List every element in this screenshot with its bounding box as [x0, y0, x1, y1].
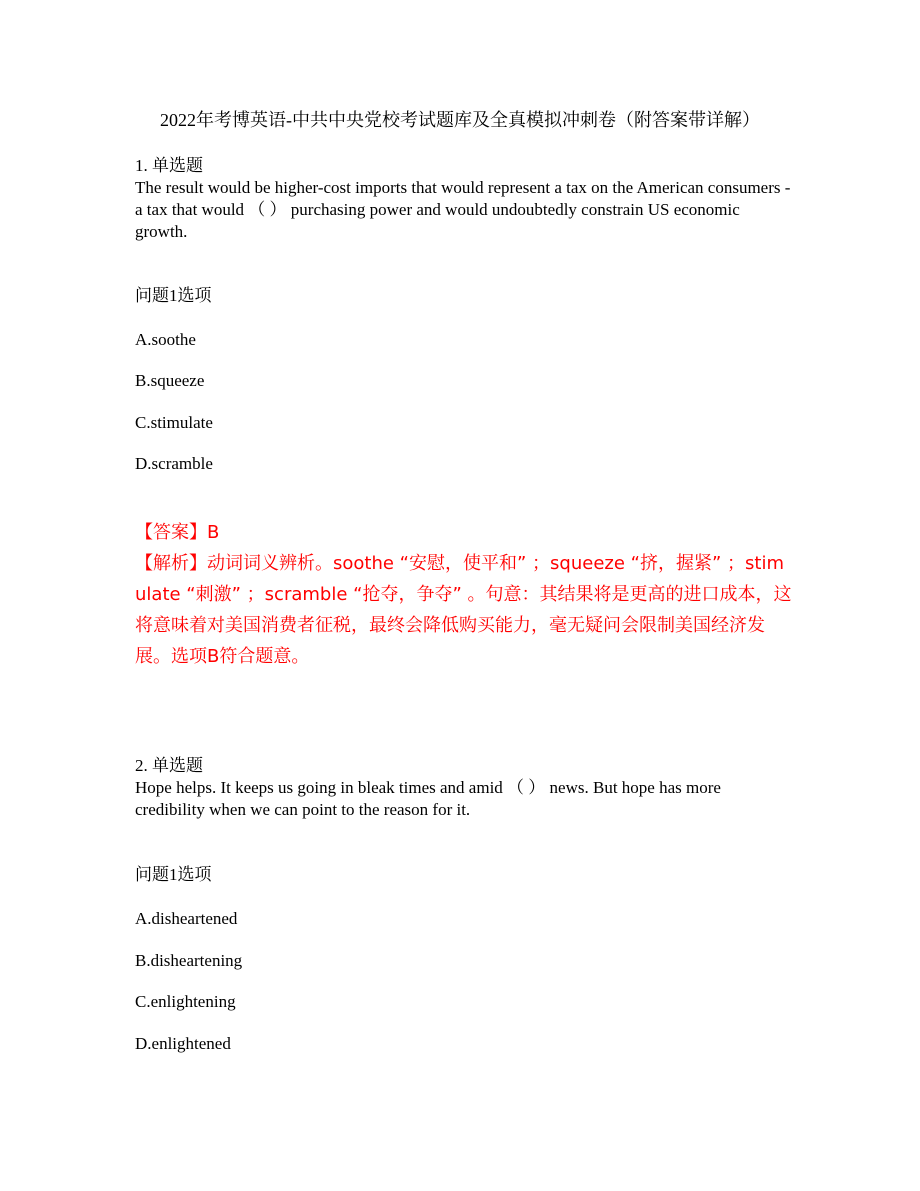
document-title: 2022年考博英语-中共中央党校考试题库及全真模拟冲刺卷（附答案带详解） [160, 110, 760, 130]
option-b: B.squeeze [135, 371, 205, 390]
question-2 [135, 755, 795, 821]
option-d: D.enlightened [135, 1034, 231, 1053]
option-b: B.disheartening [135, 951, 243, 970]
question-text: The result would be higher-cost imports that would represent a tax on the American consumers - a tax that would （ ） purchasing power and would undoubtedly constrain US economic growth. [135, 178, 791, 241]
option-a: A.disheartened [135, 909, 238, 928]
option-a: A.soothe [135, 330, 196, 349]
options-label: 问题1选项 [135, 286, 212, 305]
option-c: C.stimulate [135, 413, 213, 432]
option-d: D.scramble [135, 454, 213, 473]
answer-explanation [135, 517, 795, 672]
answer-label: 【答案】B [135, 522, 220, 543]
question-heading: 2. 单选题 [135, 756, 203, 775]
question-text: Hope helps. It keeps us going in bleak times and amid （ ） news. But hope has more credibility when we can point to the reason for it. [135, 778, 721, 819]
option-c: C.enlightening [135, 992, 236, 1011]
question-heading: 1. 单选题 [135, 156, 203, 175]
options-label: 问题1选项 [135, 865, 212, 884]
analysis-text: 【解析】动词词义辨析。soothe “安慰，使平和” ；squeeze “挤，握紧” ；stimulate “刺激” ；scramble “抢夺，争夺” 。句意：其结果将是更高的进口成本，这将意味着对美国消费者征税，最终会降低购买能力，毫无疑问会限制美国经济发展。选项B符合题意。 [135, 553, 792, 667]
question-1 [135, 155, 795, 243]
